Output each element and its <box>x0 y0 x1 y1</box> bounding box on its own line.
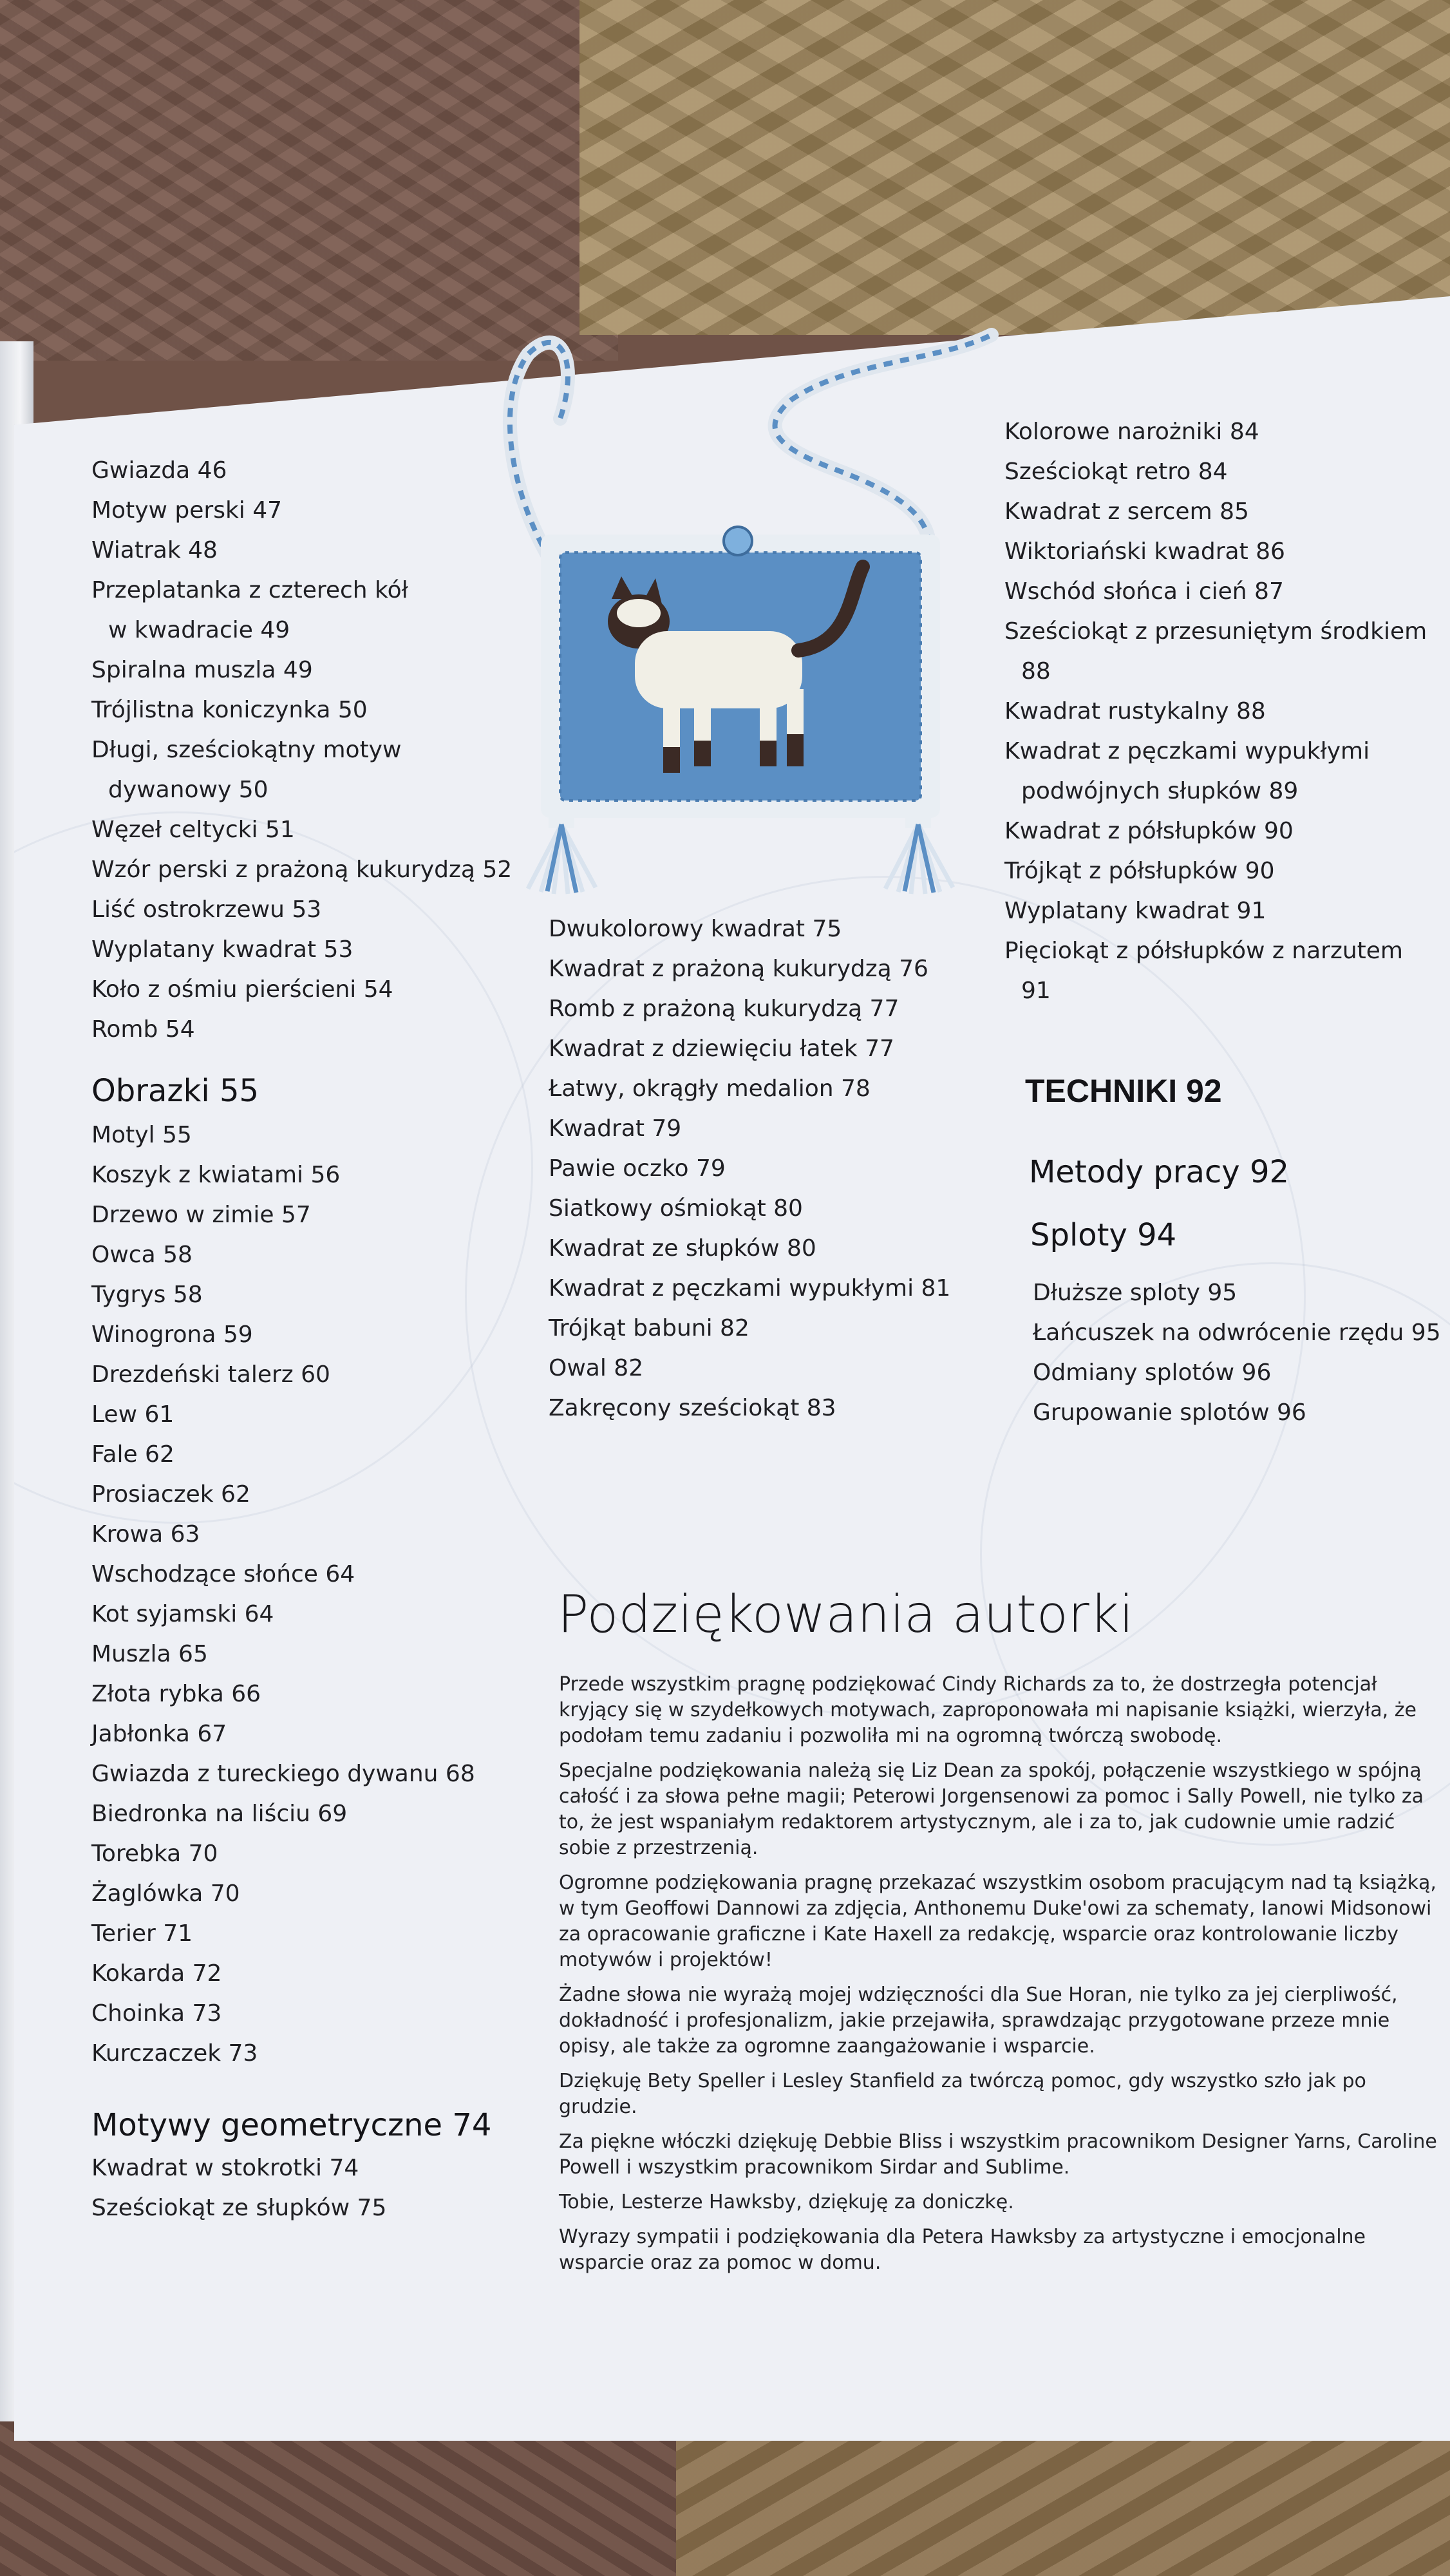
toc-entry: Wyplatany kwadrat 53 <box>91 936 353 963</box>
toc-column-1 <box>91 451 512 2228</box>
toc-entry: Tygrys 58 <box>91 1282 203 1308</box>
toc-column-2 <box>549 909 950 1428</box>
toc-entry: Sześciokąt retro 84 <box>1004 459 1228 485</box>
toc-entry: Drezdeński talerz 60 <box>91 1361 330 1388</box>
toc-entry: Gwiazda z tureckiego dywanu 68 <box>91 1761 475 1787</box>
toc-entry: Winogrona 59 <box>91 1321 253 1348</box>
toc-entry: Dwukolorowy kwadrat 75 <box>549 916 842 942</box>
toc-entry: Romb z prażoną kukurydzą 77 <box>549 996 899 1022</box>
toc-sploty-list <box>1033 1273 1441 1433</box>
toc-entry: Sześciokąt ze słupków 75 <box>91 2195 387 2221</box>
toc-entry: Torebka 70 <box>91 1841 218 1867</box>
acknowledgement-paragraph: Przede wszystkim pragnę podziękować Cindy Richards za to, że dostrzegła potencjał kryjący się w szydełkowych motywach, zaproponowała mi napisanie książki, wierzyła, że podołam temu zadaniu i pozwoliła mi na ogromną twórczą swobodę. <box>559 1673 1417 1747</box>
acknowledgement-paragraph: Dziękuję Bety Speller i Lesley Stanfield za twórczą pomoc, gdy wszystko szło jak po grudzie. <box>559 2070 1366 2118</box>
toc-entry: Muszla 65 <box>91 1641 208 1667</box>
toc-entry: Fale 62 <box>91 1441 174 1468</box>
toc-entry: Spiralna muszla 49 <box>91 657 313 683</box>
toc-entry: Prosiaczek 62 <box>91 1481 250 1508</box>
toc-entry: Kot syjamski 64 <box>91 1601 274 1627</box>
toc-entry: Koszyk z kwiatami 56 <box>91 1162 341 1188</box>
background-fabric-right <box>579 0 1450 335</box>
toc-entry: Pawie oczko 79 <box>549 1155 726 1182</box>
toc-entry: Krowa 63 <box>91 1521 200 1548</box>
background-fabric-left <box>0 0 618 361</box>
toc-entry: Przeplatanka z czterech kół <box>91 577 408 603</box>
toc-entry: Kwadrat z prażoną kukurydzą 76 <box>549 956 928 982</box>
toc-entry: Kwadrat z pęczkami wypukłymi <box>1004 738 1370 764</box>
toc-entry: Grupowanie splotów 96 <box>1033 1399 1306 1426</box>
toc-entry: Drzewo w zimie 57 <box>91 1202 311 1228</box>
toc-entry: Kurczaczek 73 <box>91 2040 258 2067</box>
acknowledgement-paragraph: Specjalne podziękowania należą się Liz Dean za spokój, połączenie wszystkiego w spójną całość i za słowa pełne magii; Peterowi Jorgensenowi za pomoc i Sally Powell, nie tylko za to, że jest wspaniałym redaktorem artystycznym, ale i za to, jak cudownie umie radzić sobie z przestrzenią. <box>559 1759 1424 1859</box>
section-heading-geometryczne: Motywy geometryczne 74 <box>91 2107 492 2143</box>
toc-entry: Złota rybka 66 <box>91 1681 261 1707</box>
acknowledgement-paragraph: Ogromne podziękowania pragnę przekazać wszystkim osobom pracującym nad tą książką, w tym Geoffowi Dannowi za zdjęcia, Anthonemu Duke'owi za schematy, Ianowi Midsonowi za opracowanie graficzne i Kate Haxell za redakcję, wsparcie oraz kontrolowanie liczby motywów i projektów! <box>559 1871 1436 1971</box>
toc-entry: Sześciokąt z przesuniętym środkiem <box>1004 618 1427 645</box>
toc-entry: Kwadrat z dziewięciu łatek 77 <box>549 1036 894 1062</box>
acknowledgement-paragraph: Za piękne włóczki dziękuję Debbie Bliss i wszystkim pracownikom Designer Yarns, Caroline Powell i wszystkim pracownikom Sirdar and Sublime. <box>559 2130 1437 2179</box>
section-heading-obrazki: Obrazki 55 <box>91 1073 259 1109</box>
toc-entry: Węzeł celtycki 51 <box>91 817 295 843</box>
crochet-cat-bag-illustration <box>489 322 1017 902</box>
toc-entry: Wzór perski z prażoną kukurydzą 52 <box>91 857 513 883</box>
section-heading-metody: Metody pracy 92 <box>1029 1154 1290 1190</box>
toc-entry: Wschodzące słońce 64 <box>91 1561 355 1587</box>
toc-entry: Długi, sześciokątny motyw <box>91 737 402 763</box>
toc-entry: Lew 61 <box>91 1401 174 1428</box>
toc-entry: Dłuższe sploty 95 <box>1033 1280 1238 1306</box>
toc-entry: Romb 54 <box>91 1016 195 1043</box>
toc-entry: Kwadrat z półsłupków 90 <box>1004 818 1294 844</box>
toc-entry: Motyl 55 <box>91 1122 192 1148</box>
acknowledgement-paragraph: Żadne słowa nie wyrażą mojej wdzięczności dla Sue Horan, nie tylko za jej cierpliwość, dokładność i profesjonalizm, jakie przejawiła, sprawdzając przygotowane przeze mnie opisy, ale także za ogromne zaangażowanie i wsparcie. <box>559 1984 1398 2058</box>
crochet-cat-bag-icon <box>489 322 1017 902</box>
acknowledgements-body <box>559 1672 1441 2285</box>
toc-entry: Wiatrak 48 <box>91 537 218 564</box>
toc-entry-continuation: w kwadracie 49 <box>108 617 290 643</box>
toc-entry: Choinka 73 <box>91 2000 222 2027</box>
toc-entry-continuation: podwójnych słupków 89 <box>1021 778 1299 804</box>
toc-entry: Owal 82 <box>549 1355 644 1381</box>
toc-entry: Motyw perski 47 <box>91 497 283 524</box>
toc-entry: Kwadrat z pęczkami wypukłymi 81 <box>549 1275 951 1302</box>
toc-entry: Gwiazda 46 <box>91 457 227 484</box>
toc-entry-continuation: 91 <box>1021 978 1051 1004</box>
toc-entry-continuation: dywanowy 50 <box>108 777 268 803</box>
toc-entry: Odmiany splotów 96 <box>1033 1359 1272 1386</box>
toc-entry: Trójkąt babuni 82 <box>549 1315 749 1341</box>
toc-entry: Kwadrat z sercem 85 <box>1004 498 1249 525</box>
toc-entry: Trójlistna koniczynka 50 <box>91 697 368 723</box>
toc-entry: Zakręcony sześciokąt 83 <box>549 1395 836 1421</box>
acknowledgement-paragraph: Wyrazy sympatii i podziękowania dla Petera Hawksby za artystyczne i emocjonalne wsparcie oraz za pomoc w domu. <box>559 2226 1366 2274</box>
toc-entry: Kwadrat rustykalny 88 <box>1004 698 1266 724</box>
section-heading-techniki: TECHNIKI 92 <box>1025 1073 1222 1109</box>
toc-entry: Siatkowy ośmiokąt 80 <box>549 1195 803 1222</box>
toc-entry: Owca 58 <box>91 1242 193 1268</box>
acknowledgements-title: Podziękowania autorki <box>558 1584 1134 1644</box>
section-heading-sploty: Sploty 94 <box>1030 1217 1177 1253</box>
toc-entry: Żaglówka 70 <box>91 1880 240 1907</box>
toc-entry: Kwadrat 79 <box>549 1115 682 1142</box>
toc-entry: Kwadrat ze słupków 80 <box>549 1235 816 1262</box>
toc-entry: Łatwy, okrągły medalion 78 <box>549 1075 871 1102</box>
toc-entry: Koło z ośmiu pierścieni 54 <box>91 976 393 1003</box>
toc-entry: Wschód słońca i cień 87 <box>1004 578 1284 605</box>
toc-entry: Kokarda 72 <box>91 1960 222 1987</box>
toc-entry: Łańcuszek na odwrócenie rzędu 95 <box>1033 1320 1441 1346</box>
toc-entry: Liść ostrokrzewu 53 <box>91 896 322 923</box>
toc-entry-continuation: 88 <box>1021 658 1051 685</box>
toc-entry: Kolorowe narożniki 84 <box>1004 419 1259 445</box>
toc-entry: Wiktoriański kwadrat 86 <box>1004 538 1285 565</box>
toc-entry: Pięciokąt z półsłupków z narzutem <box>1004 938 1403 964</box>
toc-entry: Wyplatany kwadrat 91 <box>1004 898 1266 924</box>
toc-entry: Terier 71 <box>91 1920 193 1947</box>
toc-column-3 <box>1004 412 1427 1011</box>
acknowledgement-paragraph: Tobie, Lesterze Hawksby, dziękuję za doniczkę. <box>559 2191 1014 2213</box>
toc-entry: Trójkąt z półsłupków 90 <box>1004 858 1275 884</box>
toc-entry: Jabłonka 67 <box>91 1721 227 1747</box>
toc-entry: Kwadrat w stokrotki 74 <box>91 2155 359 2181</box>
toc-entry: Biedronka na liściu 69 <box>91 1801 348 1827</box>
